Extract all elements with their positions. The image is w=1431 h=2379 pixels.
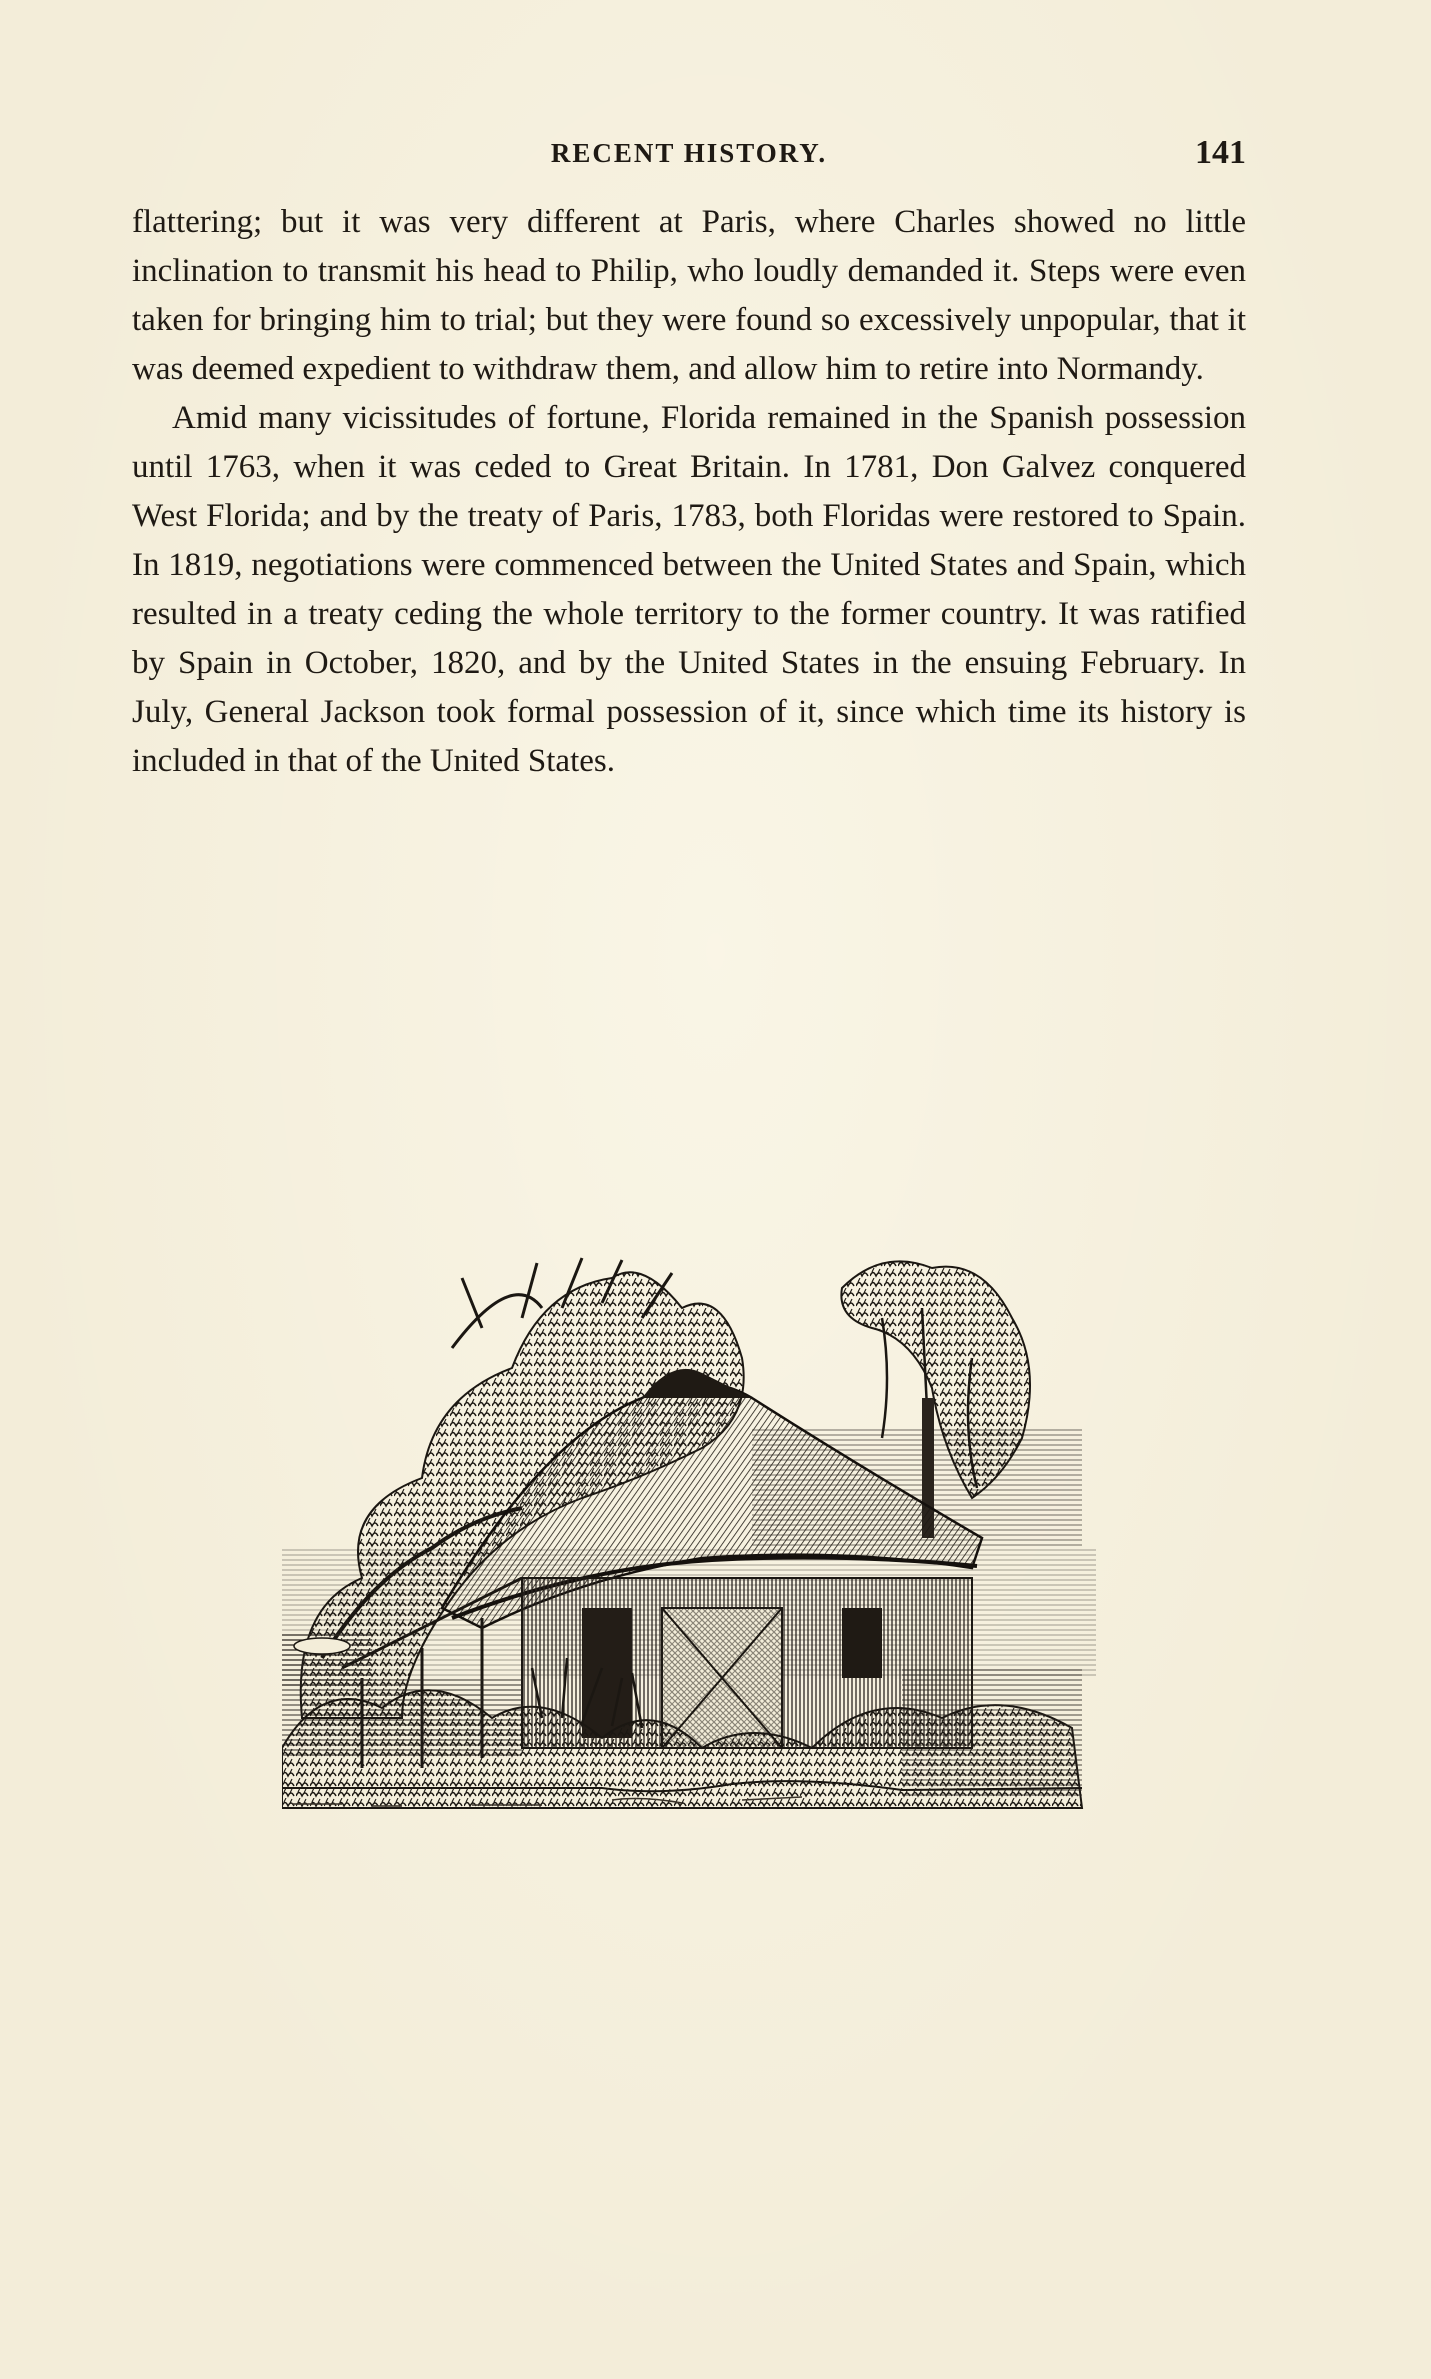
- running-head: [132, 134, 1246, 178]
- paragraph: Amid many vicissitudes of fortune, Florida remained in the Spanish possession until 1763, when it was ceded to Great Britain. In 1781, Don Galvez conquered West Florida; and by the treaty of Paris, 1783, both Floridas were restored to Spain. In 1819, negotiations were commenced between the United States and Spain, which resulted in a treaty ceding the whole territory to the former country. It was ratified by Spain in October, 1820, and by the United States in the ensuing February. In July, General Jackson took formal possession of it, since which time its history is included in that of the United States.: [132, 400, 1246, 779]
- paragraph: flattering; but it was very different at Paris, where Charles showed no little inclination to transmit his head to Philip, who loudly demanded it. Steps were even taken for bringing him to trial; but they were found so excessively unpopular, that it was deemed expedient to withdraw them, and allow him to retire into Normandy.: [132, 204, 1246, 387]
- running-title: RECENT HISTORY.: [550, 138, 828, 168]
- cottage-engraving: [282, 1248, 1096, 1818]
- body-text: [132, 198, 1246, 786]
- page-number: 141: [1195, 134, 1246, 171]
